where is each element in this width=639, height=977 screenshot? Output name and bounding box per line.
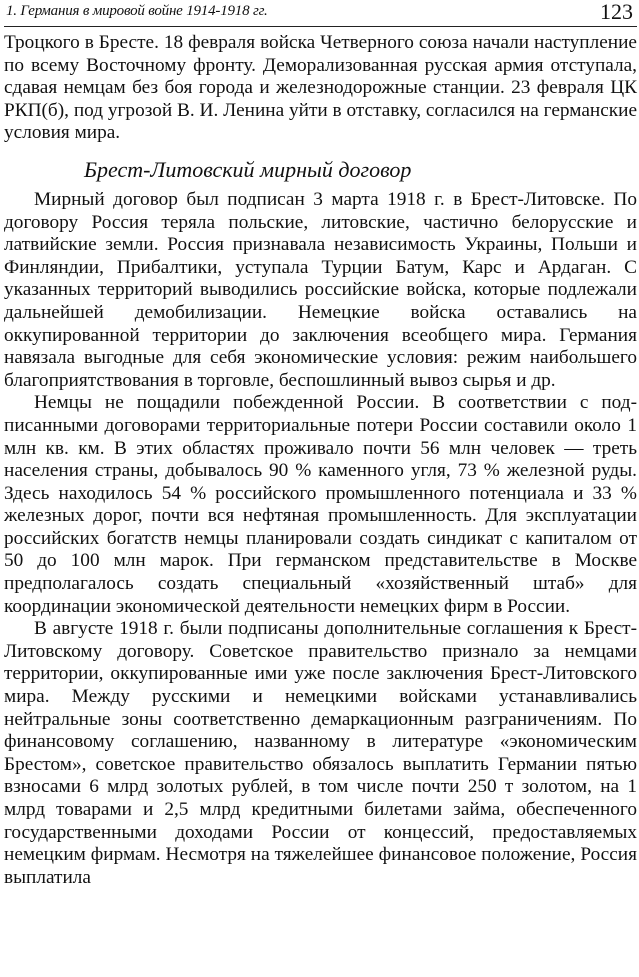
page-body [4,32,637,889]
running-header [4,0,637,27]
running-header-title: 1. Германия в мировой войне 1914-1918 гг. [6,3,268,19]
section-heading: Брест-Литовский мирный договор [84,156,412,182]
page-number: 123 [600,0,633,24]
paragraph-additional-agreements: В августе 1918 г. были подписаны дополнительные соглашения к Брест-Литовскому договору. Советское правительство признало за немцами территории, оккупированные ими уже после заключения Брест-Литовского мира. Между русскими и немецкими войсками устанавливались нейтральные зоны соответственно демаркационным разграничениям. По финансовому соглашению, названному в литературе «экономическим Брестом», советское правительство обязалось выплатить Германии пятью взносами 6 млрд золотых рублей, в том числе почти 250 т золотом, на 1 млрд товарами и 2,5 млрд кредитными билетами займа, обеспеченного государственными доходами России от концессий, предоставляемых немецким фирмам. Несмотря на тяжелейшее финансовое положение, Россия выплатила [4,618,637,888]
paragraph-continuation: Троцкого в Бресте. 18 февраля войска Четверного союза начали наступление по всему Восточному фронту. Деморализованная русская армия отступала, сдавая немцам без боя города и железнодорожные станции. 23 февраля ЦК РКП(б), под угрозой В. И. Ленина уйти в отставку, согласился на германские условия мира. [4,32,637,144]
paragraph-territorial-losses: Немцы не пощадили побежденной России. В соответствии с подписанными договорами территориальные потери России составили около 1 млн кв. км. В этих областях проживало почти 56 млн человек — треть населения страны, добывалось 90 % каменного угля, 73 % железной руды. Здесь находилось 54 % российского промышленного потенциала и 33 % железных дорог, почти вся нефтяная промышленность. Для эксплуатации российских богатств немцы планировали создать синдикат с капиталом от 50 до 100 млн марок. При германском представительстве в Москве предполагалось создать специальный «хозяйственный штаб» для координации экономической деятельности немецких фирм в России. [4,392,637,617]
paragraph-treaty-signing: Мирный договор был подписан 3 марта 1918 г. в Брест-Литовске. По договору Россия теряла польские, литовские, частично белорусские и латвийские земли. Россия признавала независимость Украины, Польши и Финляндии, Прибалтики, уступала Турции Батум, Карс и Ардаган. С указанных территорий выводились российские войска, которые подлежали дальнейшей демобилизации. Немецкие войска оставались на оккупированной территории до заключения всеобщего мира. Германия навязала выгодные для себя экономические условия: режим наибольшего благоприятствования в торговле, беспошлинный вывоз сырья и др. [4,188,637,391]
